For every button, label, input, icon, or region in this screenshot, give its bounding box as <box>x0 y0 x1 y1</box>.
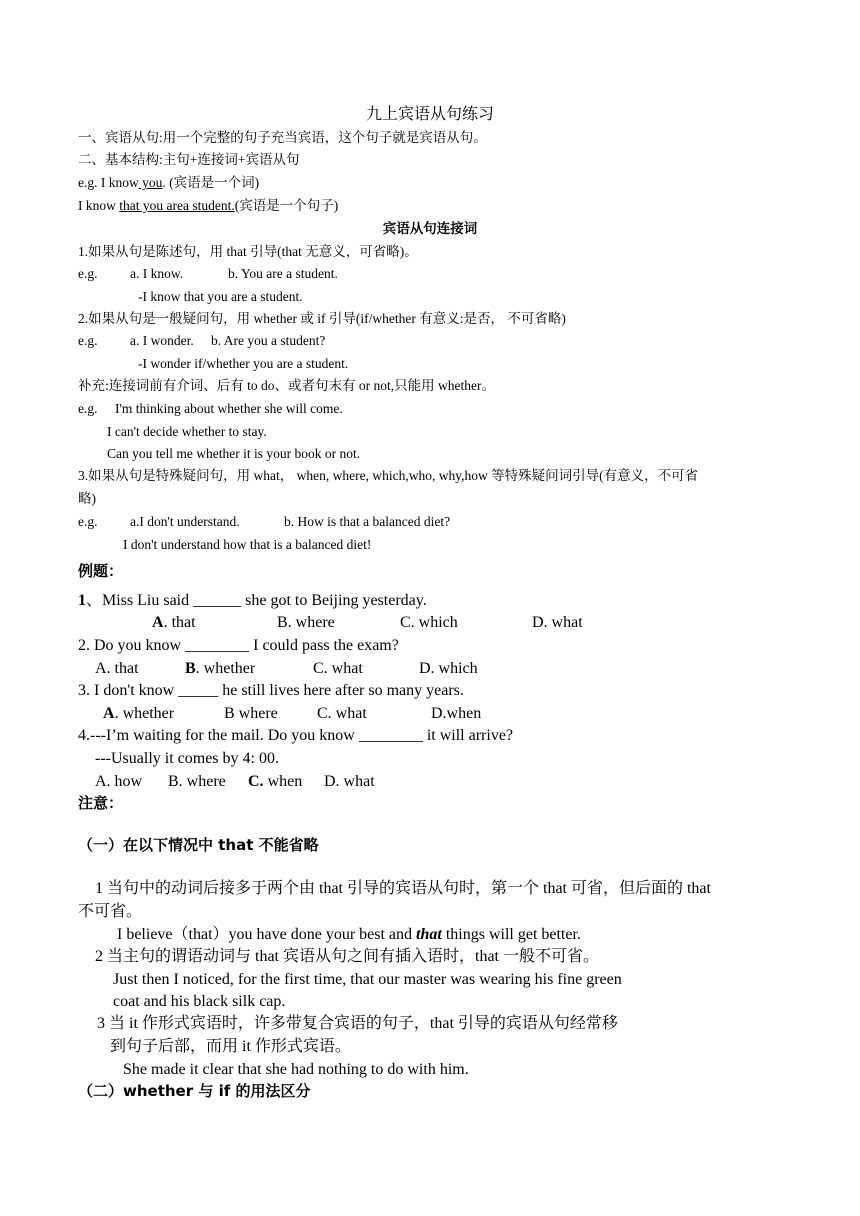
rule-1-eg-a: a. I know. <box>130 266 184 281</box>
q3-option-a <box>103 704 174 724</box>
question-1 <box>78 591 427 611</box>
q1-option-b: B. where <box>277 614 335 631</box>
rule-2-eg-a: a. I wonder. <box>130 333 194 348</box>
rule-2-eg-label: e.g. <box>78 333 98 348</box>
connectors-heading: 宾语从句连接词 <box>382 221 478 236</box>
rule-2-text: 2.如果从句是一般疑问句，用 whether 或 if 引导(if/whether 有意义:是否， 不可省略) <box>78 311 566 326</box>
section-1-example: Just then I noticed, for the first time, that our master was wearing his fine green <box>113 971 622 988</box>
underlined-text: you <box>138 175 163 190</box>
question-2: 2. Do you know ________ I could pass the exam? <box>78 637 399 654</box>
underlined-text: that you area student. <box>119 198 235 213</box>
q4-option-c <box>248 772 302 792</box>
example-text: I know <box>78 198 120 213</box>
supplement-sentence: I can't decide whether to stay. <box>107 424 267 439</box>
q1-option-c: C. which <box>400 614 458 631</box>
rule-3-eg-label: e.g. <box>78 514 98 529</box>
q4-option-d: D. what <box>324 773 375 790</box>
q1-option-a <box>152 613 196 633</box>
section-1-example <box>117 925 581 945</box>
example-line <box>78 174 259 192</box>
section-1-point-3: 到句子后部，而用 it 作形式宾语。 <box>110 1038 351 1055</box>
answer-letter: A <box>152 614 164 631</box>
example-line <box>78 197 338 215</box>
question-4-reply: ---Usually it comes by 4: 00. <box>95 750 279 767</box>
rule-3-eg-a: a.I don't understand. <box>130 514 240 529</box>
option-text: . that <box>163 614 196 631</box>
example-text: things will get better. <box>441 926 581 943</box>
section-1-point-1: 1 当句中的动词后接多于两个由 that 引导的宾语从句时，第一个 that 可省，但后面的 that <box>95 880 711 897</box>
q3-option-d: D.when <box>431 705 482 722</box>
answer-letter: B <box>185 660 196 677</box>
rule-1-combined: -I know that you are a student. <box>138 289 303 304</box>
q4-option-a: A. how <box>95 773 143 790</box>
q2-option-b <box>185 659 255 679</box>
section-2-heading: （二）whether 与 if 的用法区分 <box>78 1082 311 1100</box>
rule-3-eg-b: b. How is that a balanced diet? <box>284 514 451 529</box>
supplement-sentence: Can you tell me whether it is your book or not. <box>107 446 361 461</box>
page-title: 九上宾语从句练习 <box>365 106 494 123</box>
section-1-example: coat and his black silk cap. <box>113 993 286 1010</box>
q3-option-b: B where <box>224 705 278 722</box>
structure-text: 二、基本结构:主句+连接词+宾语从句 <box>78 152 300 167</box>
rule-2-eg-b: b. Are you a student? <box>211 333 326 348</box>
example-text: e.g. I know <box>78 175 139 190</box>
example-text: I believe（that）you have done your best and <box>117 926 417 943</box>
emphasized-that: that <box>416 926 442 943</box>
option-text: when <box>263 773 303 790</box>
note-heading: 注意： <box>78 794 124 812</box>
rule-2-combined: -I wonder if/whether you are a student. <box>138 356 349 371</box>
option-text: . whether <box>195 660 256 677</box>
definition-text: 一、宾语从句:用一个完整的句子充当宾语，这个句子就是宾语从句。 <box>78 130 487 145</box>
question-3: 3. I don't know _____ he still lives here after so many years. <box>78 682 464 699</box>
supplement-text: 补充:连接词前有介词、后有 to do、或者句末有 or not,只能用 whether。 <box>78 378 495 393</box>
rule-1-text: 1.如果从句是陈述句，用 that 引导(that 无意义，可省略)。 <box>78 244 418 259</box>
example-text: . (宾语是一个词) <box>162 175 260 190</box>
question-number: 1 <box>78 592 86 609</box>
rule-3-combined: I don't understand how that is a balanced diet! <box>123 537 372 552</box>
answer-letter: C. <box>248 773 264 790</box>
q1-option-d: D. what <box>532 614 583 631</box>
examples-heading: 例题： <box>78 562 124 580</box>
q2-option-d: D. which <box>419 660 478 677</box>
rule-1-eg-b: b. You are a student. <box>228 266 338 281</box>
q2-option-c: C. what <box>313 660 363 677</box>
question-text: 、Miss Liu said ______ she got to Beijing yesterday. <box>86 592 427 609</box>
section-1-point-1: 不可省。 <box>78 903 143 920</box>
q3-option-c: C. what <box>317 705 367 722</box>
rule-3-text: 略) <box>78 491 96 506</box>
section-1-point-2: 2 当主句的谓语动词与 that 宾语从句之间有插入语时，that 一般不可省。 <box>95 948 599 965</box>
answer-letter: A <box>103 705 115 722</box>
supplement-sentence: I'm thinking about whether she will come. <box>115 401 343 416</box>
section-1-example: She made it clear that she had nothing to do with him. <box>123 1061 469 1078</box>
supplement-eg-label: e.g. <box>78 401 98 416</box>
q4-option-b: B. where <box>168 773 226 790</box>
question-4: 4.---I’m waiting for the mail. Do you know ________ it will arrive? <box>78 727 514 744</box>
rule-1-eg-label: e.g. <box>78 266 98 281</box>
section-1-heading: （一）在以下情况中 that 不能省略 <box>78 836 319 854</box>
q2-option-a: A. that <box>95 660 139 677</box>
rule-3-text: 3.如果从句是特殊疑问句，用 what， when, where, which,who, why,how 等特殊疑问词引导(有意义，不可省 <box>78 468 699 483</box>
example-text: (宾语是一个句子) <box>234 198 339 213</box>
option-text: . whether <box>114 705 175 722</box>
section-1-point-3: 3 当 it 作形式宾语时，许多带复合宾语的句子，that 引导的宾语从句经常移 <box>97 1015 618 1032</box>
